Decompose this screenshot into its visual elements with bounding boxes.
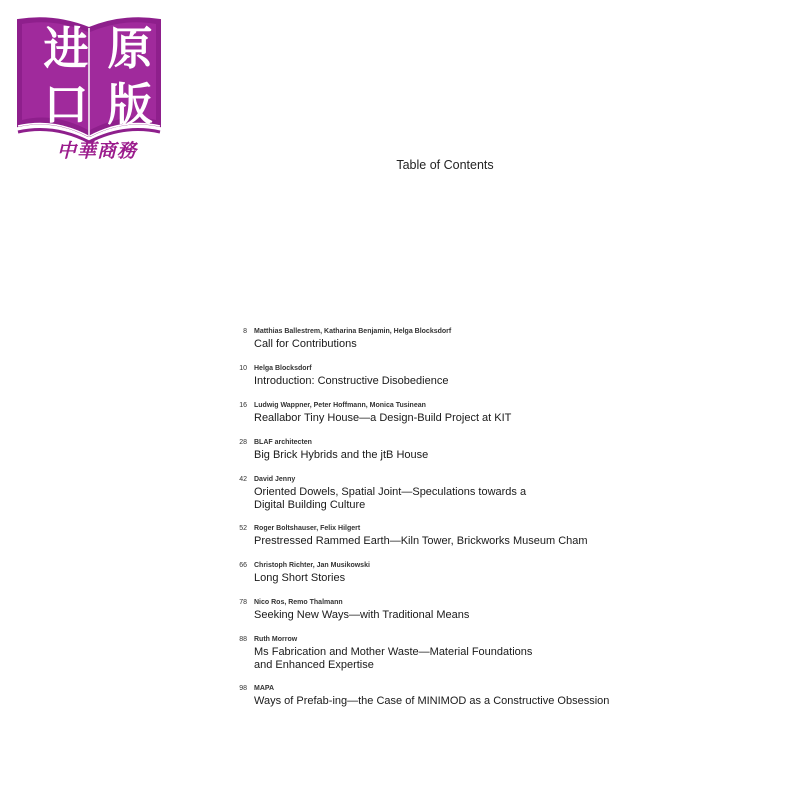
toc-entry xyxy=(230,684,650,708)
toc-authors: Christoph Richter, Jan Musikowski xyxy=(254,562,370,569)
badge-char: 口 xyxy=(43,77,89,131)
toc-entry xyxy=(230,475,650,512)
toc-title: Reallabor Tiny House—a Design-Build Project at KIT xyxy=(254,412,512,424)
toc-entry xyxy=(230,524,650,548)
toc-title: Ways of Prefab-ing—the Case of MINIMOD as a Constructive Obsession xyxy=(254,695,610,707)
toc-page-number: 16 xyxy=(239,402,247,409)
toc-title: Ms Fabrication and Mother Waste—Material Foundations and Enhanced Expertise xyxy=(254,646,533,671)
toc-entry xyxy=(230,561,650,585)
page-title: Table of Contents xyxy=(396,158,494,172)
toc-page-number: 98 xyxy=(239,685,247,692)
toc-title: Oriented Dowels, Spatial Joint—Speculations towards a Digital Building Culture xyxy=(254,486,527,511)
badge-characters xyxy=(34,20,162,132)
toc-title: Prestressed Rammed Earth—Kiln Tower, Brickworks Museum Cham xyxy=(254,535,588,547)
import-original-badge xyxy=(14,14,164,164)
toc-title: Introduction: Constructive Disobedience xyxy=(254,375,449,387)
badge-char: 进 xyxy=(43,21,89,75)
badge-char: 原 xyxy=(107,21,153,75)
toc-entry xyxy=(230,401,650,425)
toc-page-number: 42 xyxy=(239,476,247,483)
toc-title: Seeking New Ways—with Traditional Means xyxy=(254,609,470,621)
toc-authors: Nico Ros, Remo Thalmann xyxy=(254,599,343,606)
toc-authors: Roger Boltshauser, Felix Hilgert xyxy=(254,525,361,532)
toc-authors: MAPA xyxy=(254,685,275,692)
toc-entry xyxy=(230,635,650,672)
toc-entry xyxy=(230,438,650,462)
toc-title: Long Short Stories xyxy=(254,572,346,584)
toc-list xyxy=(230,327,650,708)
toc-authors: Matthias Ballestrem, Katharina Benjamin, Helga Blocksdorf xyxy=(254,328,452,335)
toc-authors: Ruth Morrow xyxy=(254,636,298,643)
toc-entry xyxy=(230,327,650,351)
toc-page-number: 66 xyxy=(239,562,247,569)
publisher-caption: 中華商務 xyxy=(56,140,137,162)
toc-page-number: 78 xyxy=(239,599,247,606)
toc-entry xyxy=(230,598,650,622)
toc-page-number: 28 xyxy=(239,439,247,446)
toc-authors: David Jenny xyxy=(254,476,296,483)
toc-entry xyxy=(230,364,650,388)
toc-title: Big Brick Hybrids and the jtB House xyxy=(254,449,429,461)
toc-title: Call for Contributions xyxy=(254,338,357,350)
toc-page-number: 8 xyxy=(243,328,247,335)
toc-authors: Ludwig Wappner, Peter Hoffmann, Monica Tusinean xyxy=(254,402,426,409)
toc-authors: Helga Blocksdorf xyxy=(254,365,312,372)
toc-authors: BLAF architecten xyxy=(254,439,312,446)
badge-char: 版 xyxy=(107,77,153,131)
toc-page-number: 10 xyxy=(239,365,247,372)
toc-page-number: 88 xyxy=(239,636,247,643)
toc-page-number: 52 xyxy=(239,525,247,532)
